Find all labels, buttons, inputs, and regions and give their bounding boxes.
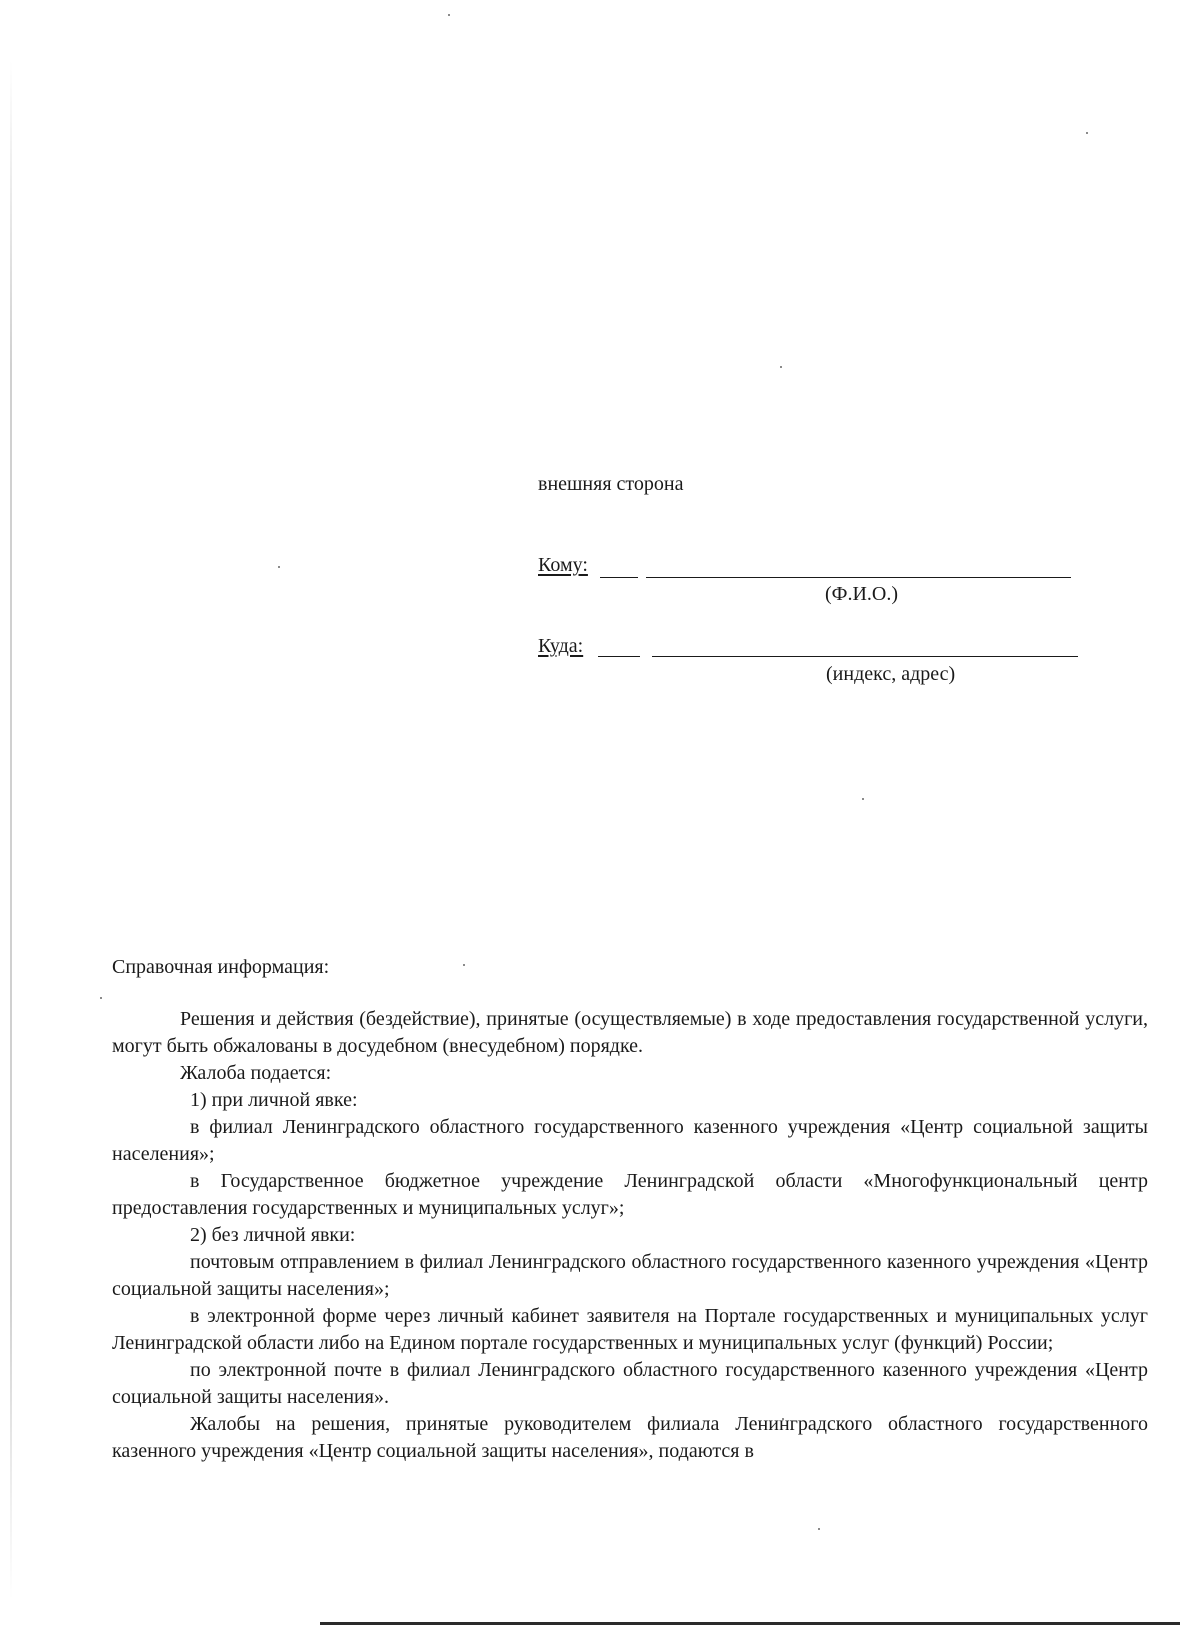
info-paragraph: 2) без личной явки: xyxy=(190,1224,356,1246)
envelope-side-label: внешняя сторона xyxy=(538,473,684,495)
scan-speck xyxy=(463,964,465,966)
info-paragraph: Жалобы на решения, принятые руководителем филиала Ленинградского областного государственного казенного учреждения «Центр социальной защиты населения», подаются в xyxy=(112,1413,1148,1462)
to-hint: (Ф.И.О.) xyxy=(825,583,899,605)
info-paragraph: 1) при личной явке: xyxy=(190,1089,358,1111)
scan-speck xyxy=(1086,132,1088,134)
info-paragraph: в филиал Ленинградского областного государственного казенного учреждения «Центр социальной защиты населения»; xyxy=(112,1116,1148,1165)
where-hint: (индекс, адрес) xyxy=(826,663,956,685)
info-heading: Справочная информация: xyxy=(112,956,330,978)
to-field-line xyxy=(646,577,1071,578)
where-label-underline-tail xyxy=(598,656,640,657)
scan-edge-left xyxy=(10,60,12,1600)
info-paragraph: в электронной форме через личный кабинет заявителя на Портале государственных и муниципальных услуг Ленинградской области либо на Едином портале государственных и муниципальных услуг (функций) России; xyxy=(112,1305,1148,1354)
info-paragraph: по электронной почте в филиал Ленинградского областного государственного казенного учреждения «Центр социальной защиты населения». xyxy=(112,1359,1148,1408)
info-paragraph: Решения и действия (бездействие), принятые (осуществляемые) в ходе предоставления государственной услуги, могут быть обжалованы в досудебном (внесудебном) порядке. xyxy=(112,1008,1148,1057)
info-paragraph: почтовым отправлением в филиал Ленинградского областного государственного казенного учреждения «Центр социальной защиты населения»; xyxy=(112,1251,1148,1300)
info-paragraph: Жалоба подается: xyxy=(180,1062,332,1084)
where-label: Куда: xyxy=(538,635,584,657)
scan-speck xyxy=(448,14,450,16)
info-body xyxy=(112,1006,1148,1465)
scan-edge-bottom xyxy=(320,1622,1180,1625)
scan-speck xyxy=(278,566,280,568)
scan-speck xyxy=(862,798,864,800)
info-paragraph: в Государственное бюджетное учреждение Ленинградской области «Многофункциональный центр предоставления государственных и муниципальных услуг»; xyxy=(112,1170,1148,1219)
to-label-underline-tail xyxy=(600,577,638,578)
scan-speck xyxy=(780,366,782,368)
to-label: Кому: xyxy=(538,554,588,576)
where-field-line xyxy=(652,656,1078,657)
scan-speck xyxy=(818,1528,820,1530)
scan-speck xyxy=(100,997,102,999)
